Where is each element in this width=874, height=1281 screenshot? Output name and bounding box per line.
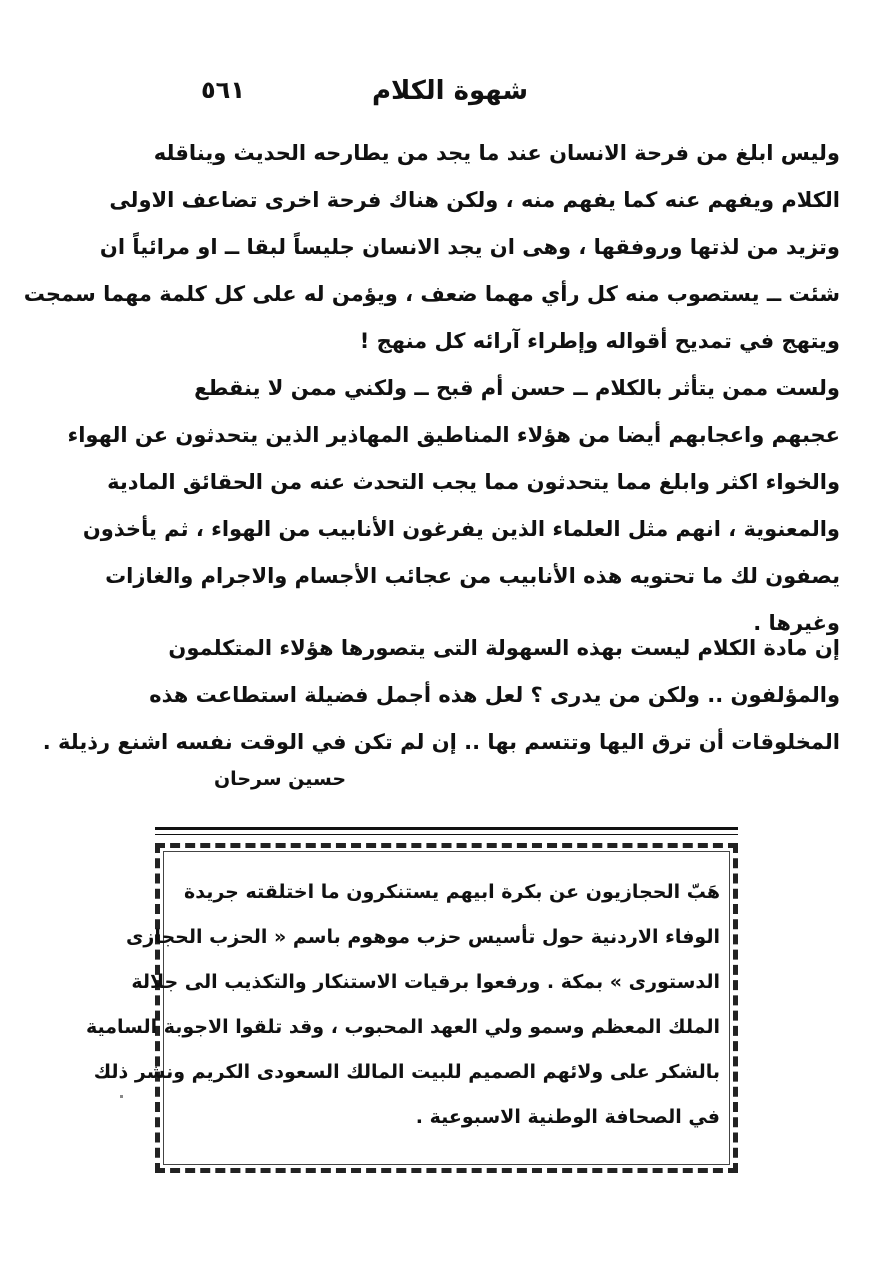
text-line: يصفون لك ما تحتويه هذه الأنابيب من عجائب الأجسام والاجرام والغازات: [105, 564, 840, 588]
text-line: الوفاء الاردنية حول تأسيس حزب موهوم باسم « الحزب الحجازى: [126, 926, 720, 948]
text-line: والمؤلفون .. ولكن من يدرى ؟ لعل هذه أجمل فضيلة استطاعت هذه: [149, 683, 840, 707]
text-line: الكلام ويفهم عنه كما يفهم منه ، ولكن هناك فرحة اخرى تضاعف الاولى: [109, 188, 840, 212]
text-line: وتزيد من لذتها وروفقها ، وهى ان يجد الانسان جليساً لبقا ــ او مرائياً ان: [99, 235, 840, 259]
text-line: والمعنوية ، انهم مثل العلماء الذين يفرغون الأنابيب من الهواء ، ثم يأخذون: [82, 517, 840, 541]
text-line: هَبّ الحجازيون عن بكرة ابيهم يستنكرون ما اختلقته جريدة: [184, 881, 720, 903]
scan-speck: [120, 1095, 123, 1098]
text-line: بالشكر على ولائهم الصميم للبيت المالك السعودى الكريم ونشر ذلك: [93, 1061, 720, 1083]
text-line: إن مادة الكلام ليست بهذه السهولة التى يتصورها هؤلاء المتكلمون: [168, 636, 840, 660]
separator-rule: [155, 827, 738, 830]
notice-box-text: [85, 870, 720, 1140]
text-line: الدستورى » بمكة . ورفعوا برقيات الاستنكار والتكذيب الى جلالة: [131, 971, 720, 993]
text-line: وغيرها .: [753, 611, 840, 635]
text-line: ولست ممن يتأثر بالكلام ــ حسن أم قبح ــ ولكني ممن لا ينقطع: [194, 376, 840, 400]
text-line: وليس ابلغ من فرحة الانسان عند ما يجد من يطارحه الحديث ويناقله: [153, 141, 840, 165]
text-line: في الصحافة الوطنية الاسبوعية .: [415, 1106, 720, 1128]
text-line: عجبهم واعجابهم أيضا من هؤلاء المناطيق المهاذير الذين يتحدثون عن الهواء: [67, 423, 840, 447]
paragraph-2: [67, 365, 840, 647]
page-number: ٥٦١: [201, 76, 245, 104]
text-line: شئت ــ يستصوب منه كل رأي مهما ضعف ، ويؤمن له على كل كلمة مهما سمجت: [23, 282, 840, 306]
paragraph-3: [42, 625, 840, 766]
text-line: والخواء اكثر وابلغ مما يتحدثون مما يجب التحدث عنه من الحقائق المادية: [107, 470, 840, 494]
author-signature: حسين سرحان: [213, 768, 347, 790]
paragraph-1: [23, 130, 840, 365]
text-line: الملك المعظم وسمو ولي العهد المحبوب ، وقد تلقوا الاجوبة السامية: [85, 1016, 720, 1038]
text-line: ويتهج في تمديح أقواله وإطراء آرائه كل منهج !: [359, 329, 840, 353]
separator-rule-thin: [155, 834, 738, 835]
running-header-title: شهوة الكلام: [371, 76, 529, 106]
text-line: المخلوقات أن ترق اليها وتتسم بها .. إن لم تكن في الوقت نفسه اشنع رذيلة .: [42, 730, 840, 754]
